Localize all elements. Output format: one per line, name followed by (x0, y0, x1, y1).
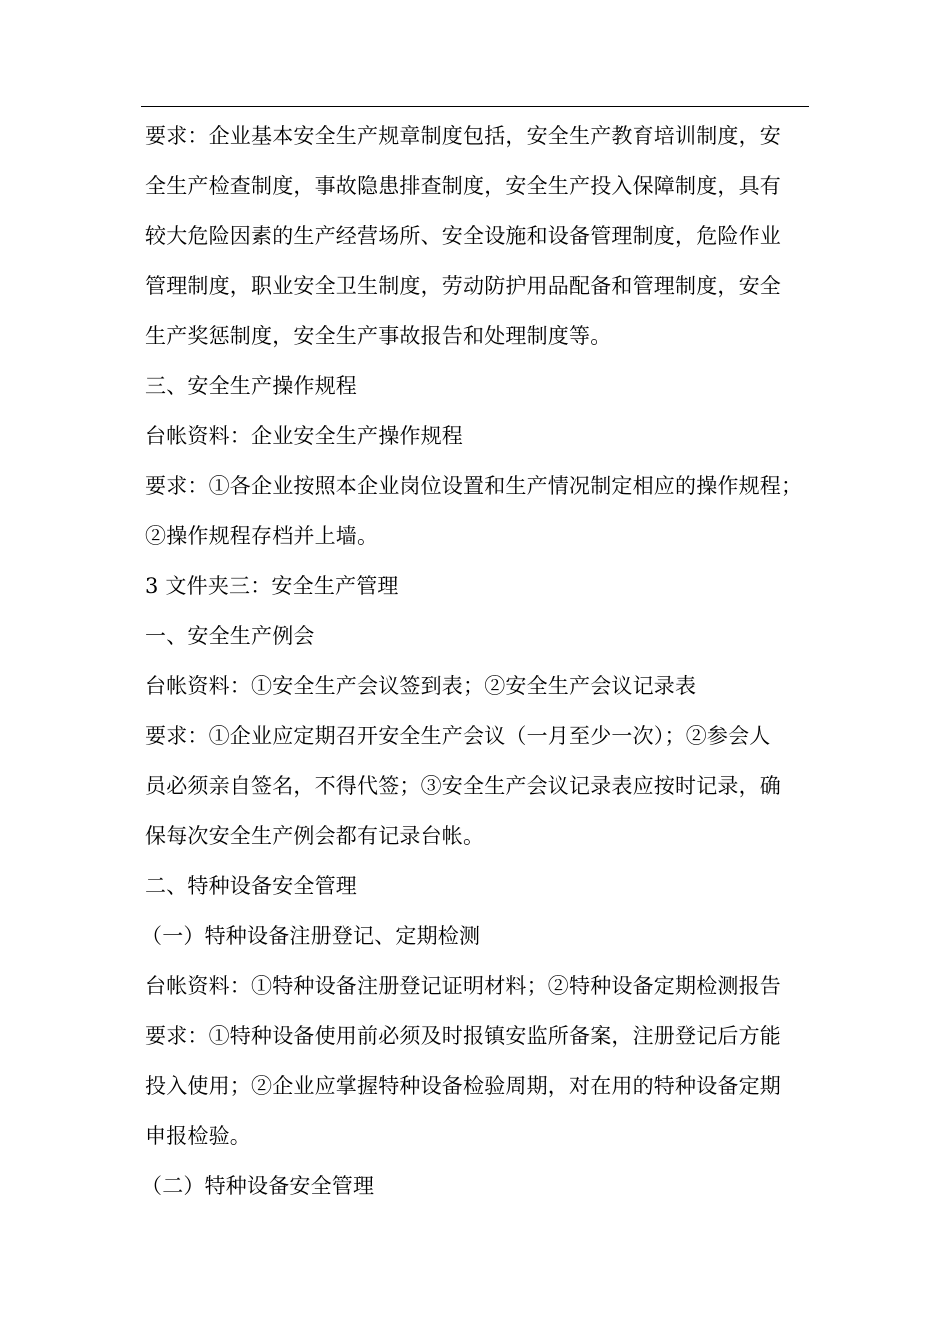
paragraph-line: 保每次安全生产例会都有记录台帐。 (145, 824, 485, 848)
paragraph-line: 生产奖惩制度，安全生产事故报告和处理制度等。 (145, 324, 612, 348)
paragraph-line: 申报检验。 (145, 1124, 251, 1148)
paragraph-line: 要求：①特种设备使用前必须及时报镇安监所备案，注册登记后方能 (145, 1024, 781, 1048)
paragraph-line: 台帐资料：①特种设备注册登记证明材料；②特种设备定期检测报告 (145, 974, 781, 998)
section-heading: 一、安全生产例会 (145, 624, 315, 648)
paragraph-line: 要求：①企业应定期召开安全生产会议（一月至少一次）；②参会人 (145, 724, 771, 748)
section-heading: 三、安全生产操作规程 (145, 374, 357, 398)
paragraph-line: 要求：企业基本安全生产规章制度包括，安全生产教育培训制度，安 (145, 124, 781, 148)
section-heading: 二、特种设备安全管理 (145, 874, 357, 898)
paragraph-line: 投入使用；②企业应掌握特种设备检验周期，对在用的特种设备定期 (145, 1074, 781, 1098)
paragraph-line: 全生产检查制度，事故隐患排查制度，安全生产投入保障制度，具有 (145, 174, 781, 198)
paragraph-line: 要求：①各企业按照本企业岗位设置和生产情况制定相应的操作规程； (145, 474, 803, 498)
folder-heading: 3 文件夹三：安全生产管理 (145, 574, 399, 598)
document-body (141, 116, 817, 1216)
header-rule (141, 106, 809, 107)
subsection-heading: （二）特种设备安全管理 (141, 1174, 375, 1198)
paragraph-line: 台帐资料：企业安全生产操作规程 (145, 424, 463, 448)
paragraph-line: ②操作规程存档并上墙。 (145, 524, 379, 548)
paragraph-line: 管理制度，职业安全卫生制度，劳动防护用品配备和管理制度，安全 (145, 274, 781, 298)
subsection-heading: （一）特种设备注册登记、定期检测 (141, 924, 481, 948)
paragraph-line: 较大危险因素的生产经营场所、安全设施和设备管理制度，危险作业 (145, 224, 781, 248)
paragraph-line: 员必须亲自签名，不得代签；③安全生产会议记录表应按时记录，确 (145, 774, 781, 798)
paragraph-line: 台帐资料：①安全生产会议签到表；②安全生产会议记录表 (145, 674, 697, 698)
